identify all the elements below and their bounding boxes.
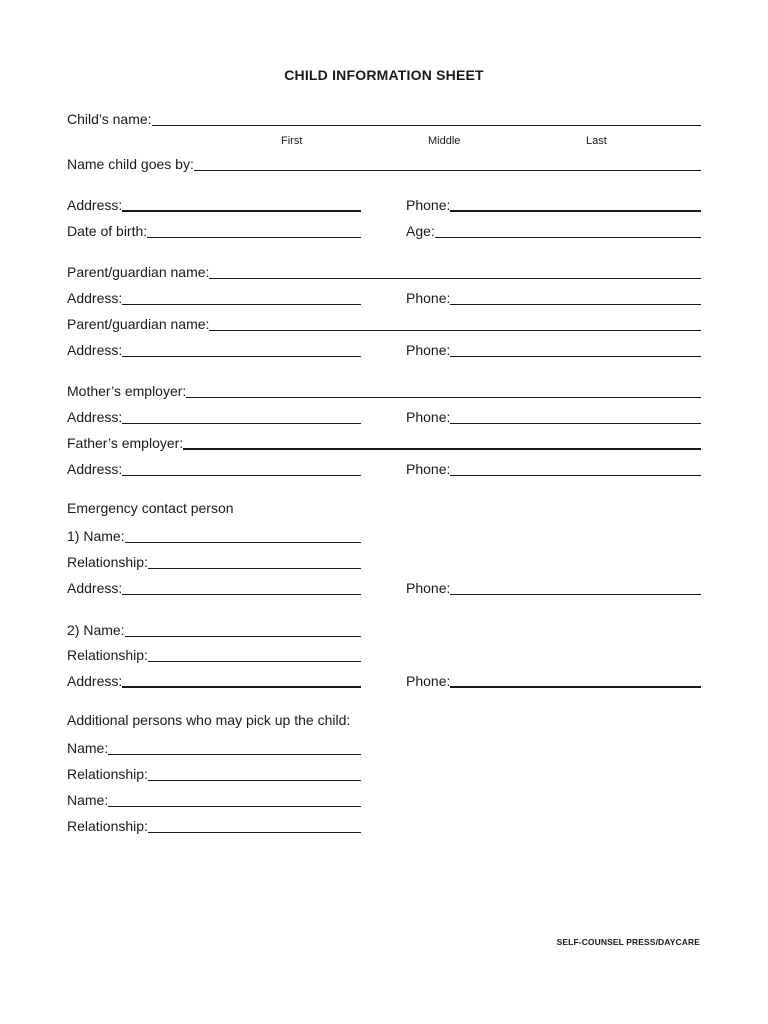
parent-2-phone-row [406, 338, 701, 358]
pickup-2-relationship-row [67, 814, 361, 834]
mothers-employer-row [67, 379, 701, 399]
mother-employer-phone-row [406, 405, 701, 425]
childs-name-label: Child’s name: [67, 111, 152, 127]
parent-1-address-field[interactable] [122, 304, 361, 305]
emergency-2-name-label: 2) Name: [67, 622, 125, 638]
emergency-1-phone-field[interactable] [450, 594, 701, 595]
emergency-2-address-row [67, 669, 361, 689]
pickup-2-name-label: Name: [67, 792, 109, 808]
emergency-1-address-row [67, 576, 361, 596]
mother-employer-address-label: Address: [67, 409, 123, 425]
age-row [406, 219, 701, 239]
parent-guardian-1-field[interactable] [209, 278, 701, 279]
parent-guardian-1-row [67, 260, 701, 280]
emergency-2-address-field[interactable] [122, 686, 361, 688]
emergency-1-phone-label: Phone: [406, 580, 451, 596]
father-employer-address-row [67, 457, 361, 477]
emergency-contact-heading: Emergency contact person [67, 500, 234, 516]
parent-1-address-row [67, 286, 361, 306]
mothers-employer-label: Mother’s employer: [67, 383, 187, 399]
middle-name-sublabel: Middle [428, 135, 461, 147]
emergency-2-name-row [67, 618, 361, 638]
mothers-employer-field[interactable] [186, 397, 701, 398]
emergency-1-relationship-row [67, 550, 361, 570]
childs-name-field[interactable] [152, 125, 701, 126]
child-address-row [67, 193, 361, 213]
emergency-1-address-field[interactable] [122, 594, 361, 595]
emergency-2-name-field[interactable] [125, 636, 361, 637]
parent-2-address-label: Address: [67, 342, 123, 358]
father-employer-phone-row [406, 457, 701, 477]
pickup-2-relationship-field[interactable] [148, 832, 361, 833]
emergency-1-relationship-label: Relationship: [67, 554, 148, 570]
additional-pickup-heading: Additional persons who may pick up the child: [67, 712, 351, 728]
age-label: Age: [406, 223, 435, 239]
parent-guardian-2-field[interactable] [209, 330, 701, 331]
emergency-2-phone-row [406, 669, 701, 689]
child-phone-label: Phone: [406, 197, 451, 213]
mother-employer-phone-label: Phone: [406, 409, 451, 425]
pickup-1-name-field[interactable] [108, 754, 361, 755]
parent-1-address-label: Address: [67, 290, 123, 306]
pickup-2-relationship-label: Relationship: [67, 818, 148, 834]
date-of-birth-label: Date of birth: [67, 223, 148, 239]
parent-2-address-row [67, 338, 361, 358]
emergency-2-phone-field[interactable] [450, 686, 701, 688]
emergency-2-phone-label: Phone: [406, 673, 451, 689]
emergency-1-name-field[interactable] [125, 542, 361, 543]
last-name-sublabel: Last [586, 135, 607, 147]
child-address-label: Address: [67, 197, 123, 213]
fathers-employer-row [67, 431, 701, 451]
pickup-2-name-field[interactable] [108, 806, 361, 807]
parent-guardian-2-label: Parent/guardian name: [67, 316, 210, 332]
pickup-1-relationship-field[interactable] [148, 780, 361, 781]
pickup-1-relationship-row [67, 762, 361, 782]
emergency-1-phone-row [406, 576, 701, 596]
emergency-2-relationship-label: Relationship: [67, 647, 148, 663]
pickup-1-relationship-label: Relationship: [67, 766, 148, 782]
name-child-goes-by-row [67, 152, 701, 172]
parent-2-phone-field[interactable] [450, 356, 701, 357]
pickup-2-name-row [67, 788, 361, 808]
parent-1-phone-field[interactable] [450, 304, 701, 305]
emergency-1-name-row [67, 524, 361, 544]
parent-2-address-field[interactable] [122, 356, 361, 357]
fathers-employer-field[interactable] [183, 448, 701, 450]
child-address-field[interactable] [122, 210, 361, 212]
father-employer-address-label: Address: [67, 461, 123, 477]
father-employer-phone-label: Phone: [406, 461, 451, 477]
fathers-employer-label: Father’s employer: [67, 435, 184, 451]
date-of-birth-field[interactable] [147, 237, 361, 238]
father-employer-address-field[interactable] [122, 475, 361, 476]
name-child-goes-by-field[interactable] [194, 170, 701, 171]
child-phone-row [406, 193, 701, 213]
parent-1-phone-label: Phone: [406, 290, 451, 306]
pickup-1-name-label: Name: [67, 740, 109, 756]
emergency-1-relationship-field[interactable] [148, 568, 361, 569]
child-phone-field[interactable] [450, 210, 701, 212]
mother-employer-address-row [67, 405, 361, 425]
age-field[interactable] [435, 237, 701, 238]
emergency-2-address-label: Address: [67, 673, 123, 689]
publisher-footer: SELF-COUNSEL PRESS/DAYCARE [556, 937, 700, 947]
emergency-2-relationship-field[interactable] [148, 661, 361, 662]
parent-1-phone-row [406, 286, 701, 306]
parent-guardian-1-label: Parent/guardian name: [67, 264, 210, 280]
emergency-1-address-label: Address: [67, 580, 123, 596]
pickup-1-name-row [67, 736, 361, 756]
childs-name-row [67, 107, 701, 127]
first-name-sublabel: First [281, 135, 303, 147]
mother-employer-phone-field[interactable] [450, 423, 701, 424]
parent-2-phone-label: Phone: [406, 342, 451, 358]
mother-employer-address-field[interactable] [122, 423, 361, 424]
date-of-birth-row [67, 219, 361, 239]
parent-guardian-2-row [67, 312, 701, 332]
emergency-1-name-label: 1) Name: [67, 528, 125, 544]
father-employer-phone-field[interactable] [450, 475, 701, 476]
emergency-2-relationship-row [67, 643, 361, 663]
form-title: CHILD INFORMATION SHEET [284, 67, 484, 83]
name-child-goes-by-label: Name child goes by: [67, 156, 194, 172]
